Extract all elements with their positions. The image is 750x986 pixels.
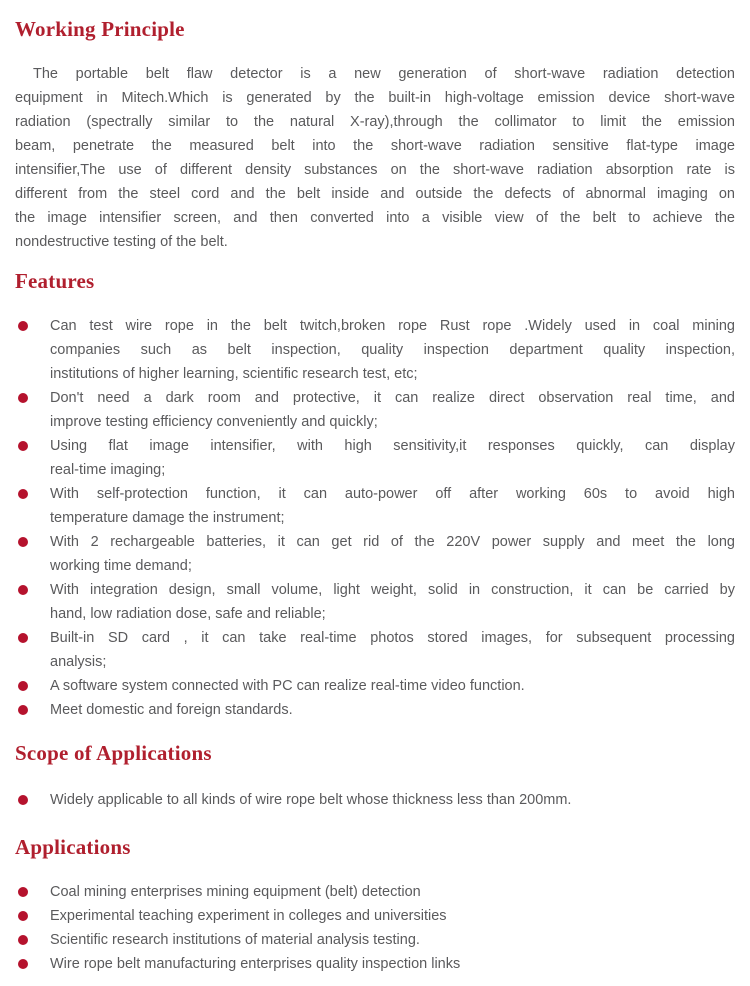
list-item-line: Built-in SD card , it can take real-time photos stored images, for subsequent processing: [50, 630, 735, 646]
list-item-line: analysis;: [50, 654, 107, 670]
bullet-icon: [18, 935, 28, 945]
application-item: [15, 952, 735, 976]
list-item-line: Meet domestic and foreign standards.: [50, 702, 293, 718]
paragraph-line: beam, penetrate the measured belt into the short-wave radiation sensitive flat-type image: [15, 138, 735, 154]
paragraph-line: different from the steel cord and the belt inside and outside the defects of abnormal imaging on: [15, 186, 735, 202]
section-heading-working-principle: Working Principle: [15, 17, 185, 41]
list-item-line: With integration design, small volume, light weight, solid in construction, it can be carried by: [50, 582, 735, 598]
feature-item: [15, 530, 735, 578]
list-item-line: Wire rope belt manufacturing enterprises quality inspection links: [50, 956, 461, 972]
bullet-icon: [18, 537, 28, 547]
paragraph-line: the image intensifier screen, and then converted into a visible view of the belt to achieve the: [15, 210, 735, 226]
feature-item: [15, 482, 735, 530]
list-item-line: Don't need a dark room and protective, it can realize direct observation real time, and: [50, 390, 735, 406]
feature-item: [15, 698, 735, 722]
applications-list: [15, 880, 735, 976]
list-item-line: temperature damage the instrument;: [50, 510, 285, 526]
list-item-line: institutions of higher learning, scientific research test, etc;: [50, 366, 418, 382]
list-item-line: With 2 rechargeable batteries, it can get rid of the 220V power supply and meet the long: [50, 534, 735, 550]
list-item-line: With self-protection function, it can auto-power off after working 60s to avoid high: [50, 486, 735, 502]
list-item-line: Coal mining enterprises mining equipment (belt) detection: [50, 884, 421, 900]
section-heading-applications: Applications: [15, 835, 131, 859]
bullet-icon: [18, 911, 28, 921]
list-item-line: Can test wire rope in the belt twitch,broken rope Rust rope .Widely used in coal mining: [50, 318, 735, 334]
list-item-line: Widely applicable to all kinds of wire rope belt whose thickness less than 200mm.: [50, 792, 572, 808]
application-item: [15, 928, 735, 952]
paragraph-line: The portable belt flaw detector is a new generation of short-wave radiation detection: [33, 66, 735, 82]
scope-list: [15, 788, 735, 812]
scope-item: [15, 788, 735, 812]
list-item-line: Using flat image intensifier, with high sensitivity,it responses quickly, can display: [50, 438, 735, 454]
list-item-line: working time demand;: [50, 558, 192, 574]
features-list: [15, 314, 735, 722]
list-item-line: Scientific research institutions of material analysis testing.: [50, 932, 420, 948]
list-item-line: Experimental teaching experiment in colleges and universities: [50, 908, 447, 924]
application-item: [15, 880, 735, 904]
bullet-icon: [18, 959, 28, 969]
bullet-icon: [18, 705, 28, 715]
bullet-icon: [18, 393, 28, 403]
feature-item: [15, 314, 735, 386]
paragraph-line: radiation (spectrally similar to the natural X-ray),through the collimator to limit the emission: [15, 114, 735, 130]
bullet-icon: [18, 489, 28, 499]
feature-item: [15, 674, 735, 698]
section-heading-scope-of-applications: Scope of Applications: [15, 741, 212, 765]
list-item-line: companies such as belt inspection, quality inspection department quality inspection,: [50, 342, 735, 358]
bullet-icon: [18, 321, 28, 331]
feature-item: [15, 578, 735, 626]
bullet-icon: [18, 633, 28, 643]
section-heading-features: Features: [15, 269, 95, 293]
feature-item: [15, 626, 735, 674]
list-item-line: real-time imaging;: [50, 462, 166, 478]
list-item-line: A software system connected with PC can realize real-time video function.: [50, 678, 525, 694]
feature-item: [15, 434, 735, 482]
working-principle-paragraph: [15, 62, 735, 254]
bullet-icon: [18, 681, 28, 691]
paragraph-line: equipment in Mitech.Which is generated by the built-in high-voltage emission device short-wave: [15, 90, 735, 106]
bullet-icon: [18, 887, 28, 897]
feature-item: [15, 386, 735, 434]
bullet-icon: [18, 441, 28, 451]
bullet-icon: [18, 585, 28, 595]
list-item-line: hand, low radiation dose, safe and reliable;: [50, 606, 326, 622]
application-item: [15, 904, 735, 928]
list-item-line: improve testing efficiency conveniently and quickly;: [50, 414, 378, 430]
paragraph-line: nondestructive testing of the belt.: [15, 234, 228, 250]
bullet-icon: [18, 795, 28, 805]
paragraph-line: intensifier,The use of different density substances on the short-wave radiation absorption rate is: [15, 162, 735, 178]
